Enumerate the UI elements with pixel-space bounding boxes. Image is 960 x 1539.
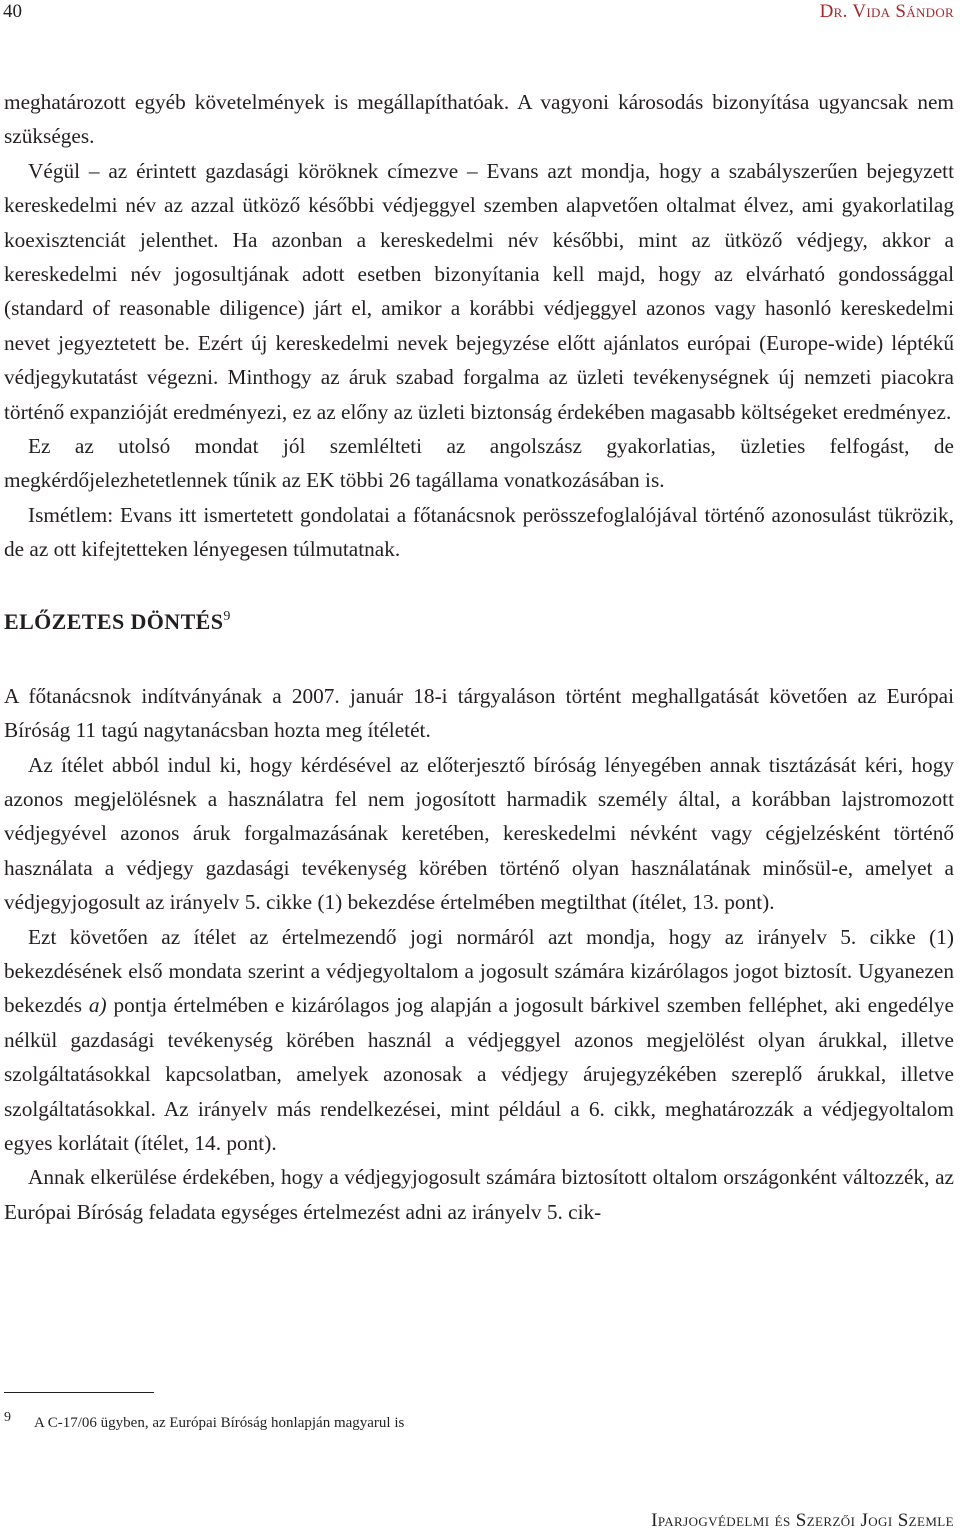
paragraph-4: Ismétlem: Evans itt ismertetett gondolatai a főtanácsnok perösszefoglalójával történő azonosulást tükrözik, de az ott kifejtetteken lényegesen túlmutatnak. bbox=[4, 502, 954, 562]
footnote-text: A C-17/06 ügyben, az Európai Bíróság honlapján magyarul is bbox=[34, 1415, 405, 1431]
page-number: 40 bbox=[3, 1, 22, 22]
paragraph-6: Az ítélet abból indul ki, hogy kérdésével az előterjesztő bíróság lényegében annak tisztázását kéri, hogy azonos megjelölésnek a használatra fel nem jogosított harmadik személy által, a korábban lajstromozott védjegyével azonos áruk forgalmazásának keretében, kereskedelmi névként vagy cégjelzésként történő használata a védjegy gazdasági tevékenység körében történő olyan használatának minősül-e, amelyet a védjegyjogosult az irányelv 5. cikke (1) bekezdése értelmében megtilthat (ítélet, 13. pont). bbox=[4, 752, 954, 915]
footnote bbox=[4, 1406, 944, 1435]
paragraph-7-part-1: Ezt követően az ítélet az értelmezendő jogi normáról azt mondja, hogy az irányelv 5. cikke (1) bekezdésének első mondata szerint a védjegyoltalom a jogosult számára kizárólagos jogot biztosít. Ugyanezen bekezdés bbox=[4, 924, 954, 1018]
paragraph-1: meghatározott egyéb követelmények is megállapíthatóak. A vagyoni károsodás bizonyítása ugyancsak nem szükséges. bbox=[4, 90, 954, 149]
running-footer-journal: Iparjogvédelmi és Szerzői Jogi Szemle bbox=[651, 1510, 954, 1531]
footnote-reference[interactable]: 9 bbox=[223, 608, 231, 624]
paragraph-2: Végül – az érintett gazdasági köröknek címezve – Evans azt mondja, hogy a szabályszerűen bejegyzett kereskedelmi név az azzal ütköző későbbi védjeggyel szemben alapvetően oltalmat élvez, ami gyakorlatilag koexisztenciát jelenthet. Ha azonban a kereskedelmi név későbbi, mint az ütköző védjegy, akkor a kereskedelmi név jogosultjának adott esetben bizonyítania kell majd, hogy az elvárható gondossággal (standard of reasonable diligence) járt el, amikor a korábbi védjeggyel azonos vagy hasonló kereskedelmi nevet jegyeztetett be. Ezért új kereskedelmi nevek bejegyzése előtt ajánlatos európai (Europe-wide) léptékű védjegykutatást végezni. Minthogy az áruk szabad forgalma az üzleti tevékenységnek új nemzeti piacokra történő expanzióját eredményezi, ez az előny az üzleti biztonság érdekében magasabb költségeket eredményez. bbox=[4, 158, 954, 424]
footnote-number: 9 bbox=[4, 1410, 11, 1425]
paragraph-5: A főtanácsnok indítványának a 2007. január 18-i tárgyaláson történt meghallgatását követően az Európai Bíróság 11 tagú nagytanácsban hozta meg ítéletét. bbox=[4, 683, 954, 743]
paragraph-7-part-2: pontja értelmében e kizárólagos jog alapján a jogosult bárkivel szemben felléphet, aki engedélye nélkül gazdasági tevékenység körében használ a védjeggyel azonos megjelölést olyan árukkal, illetve szolgáltatásokkal kapcsolatban, amelyek azonosak a védjegy árujegyzékében szereplő árukkal, illetve szolgáltatásokkal. Az irányelv más rendelkezései, mint például a 6. cikk, meghatározzák a védjegyoltalom egyes korlátait (ítélet, 14. pont). bbox=[4, 993, 954, 1155]
paragraph-3: Ez az utolsó mondat jól szemlélteti az angolszász gyakorlatias, üzleties felfogást, de megkérdőjelezhetetlennek tűnik az EK többi 26 tagállama vonatkozásában is. bbox=[4, 434, 954, 493]
article-body bbox=[4, 85, 954, 1229]
paragraph-8: Annak elkerülése érdekében, hogy a védjegyjogosult számára biztosított oltalom országonként változzék, az Európai Bíróság feladata egységes értelmezést adni az irányelv 5. cik- bbox=[4, 1165, 954, 1224]
footnote-divider bbox=[4, 1392, 154, 1393]
paragraph-7 bbox=[4, 920, 954, 1161]
running-header-author: Dr. Vida Sándor bbox=[819, 1, 954, 22]
section-heading-text: ELŐZETES DÖNTÉS bbox=[4, 608, 224, 634]
paragraph-7-italic-point: a) bbox=[88, 993, 107, 1018]
section-heading bbox=[4, 600, 954, 679]
